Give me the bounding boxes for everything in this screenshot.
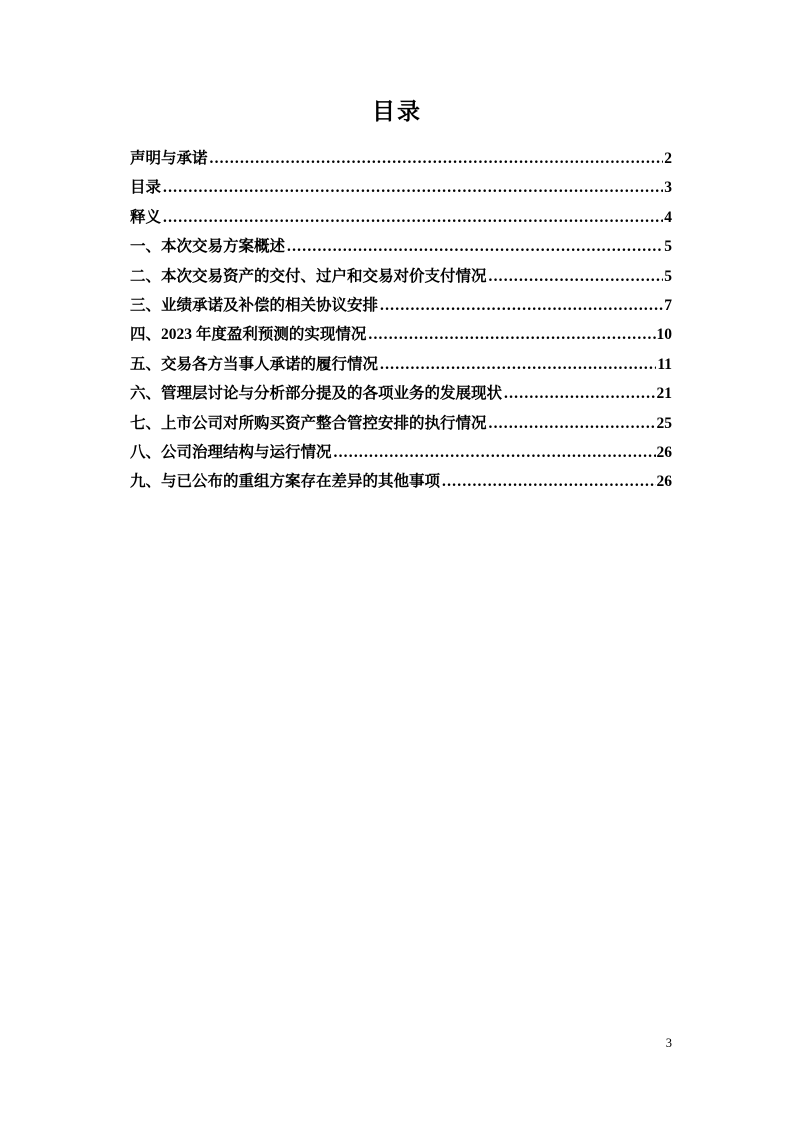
toc-leader-dots (163, 173, 663, 202)
toc-entry-label: 六、管理层讨论与分析部分提及的各项业务的发展现状 (130, 385, 503, 403)
toc-entry-label: 目录 (130, 179, 162, 197)
toc-leader-dots (210, 144, 664, 173)
toc-entry-label: 三、业绩承诺及补偿的相关协议安排 (130, 296, 379, 314)
toc-entry[interactable] (130, 262, 672, 291)
toc-entry-page: 2 (664, 150, 672, 167)
toc-entry-page: 7 (664, 296, 672, 314)
toc-leader-dots (489, 262, 664, 291)
toc-entry[interactable] (130, 291, 672, 320)
toc-leader-dots (163, 203, 663, 232)
toc-entry[interactable] (130, 320, 672, 349)
toc-leader-dots (380, 350, 656, 379)
toc-entry-label: 五、交易各方当事人承诺的履行情况 (130, 355, 379, 373)
toc-leader-dots (334, 438, 656, 467)
toc-entry-page: 4 (664, 208, 672, 226)
toc-entry-page: 10 (656, 326, 672, 344)
toc-leader-dots (489, 409, 656, 438)
toc-entry-label: 一、本次交易方案概述 (130, 238, 286, 256)
toc-leader-dots (504, 379, 655, 408)
toc-entry[interactable] (130, 232, 672, 261)
toc-entry-label: 释义 (130, 208, 162, 226)
toc-list (0, 144, 794, 497)
toc-leader-dots (287, 232, 663, 261)
toc-entry-page: 3 (664, 179, 672, 197)
toc-entry[interactable] (130, 438, 672, 467)
toc-entry-page: 5 (664, 238, 672, 256)
toc-entry-label: 八、公司治理结构与运行情况 (130, 443, 332, 461)
toc-entry-page: 11 (657, 355, 672, 373)
toc-entry[interactable] (130, 350, 672, 379)
toc-entry-page: 5 (664, 267, 672, 285)
toc-entry-page: 25 (656, 414, 672, 432)
footer-page-number: 3 (665, 1036, 672, 1050)
toc-leader-dots (380, 291, 663, 320)
toc-entry-label: 二、本次交易资产的交付、过户和交易对价支付情况 (130, 267, 487, 285)
toc-entry[interactable] (130, 409, 672, 438)
page-title: 目录 (372, 99, 422, 124)
toc-entry-page: 21 (656, 385, 672, 403)
toc-entry[interactable] (130, 173, 672, 202)
toc-entry[interactable] (130, 144, 672, 173)
toc-entry-page: 26 (656, 473, 672, 491)
toc-entry-label: 七、上市公司对所购买资产整合管控安排的执行情况 (130, 414, 487, 432)
toc-entry-label: 声明与承诺 (130, 150, 208, 167)
toc-entry-page: 26 (656, 443, 672, 461)
toc-leader-dots (442, 467, 655, 496)
toc-entry[interactable] (130, 203, 672, 232)
toc-entry[interactable] (130, 467, 672, 496)
toc-entry-label: 九、与已公布的重组方案存在差异的其他事项 (130, 473, 441, 491)
toc-leader-dots (368, 320, 655, 349)
toc-entry[interactable] (130, 379, 672, 408)
toc-entry-label: 四、2023 年度盈利预测的实现情况 (130, 326, 367, 344)
